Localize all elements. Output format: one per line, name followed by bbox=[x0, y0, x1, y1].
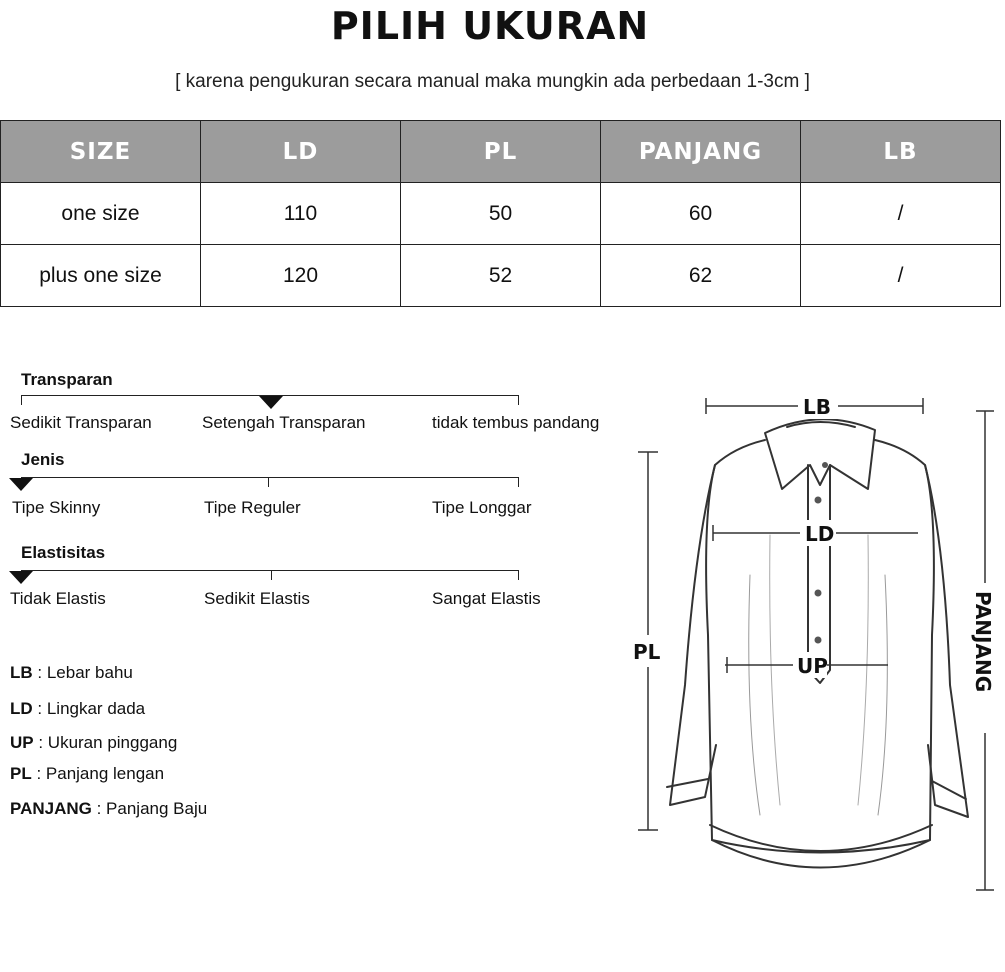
table-header-row bbox=[1, 121, 1001, 183]
scale-line-elastisitas bbox=[21, 570, 519, 571]
diagram-label-pl: PL bbox=[633, 640, 661, 664]
table-cell: plus one size bbox=[1, 245, 201, 307]
scale-option: Setengah Transparan bbox=[202, 413, 366, 432]
scale-label-transparan: Transparan bbox=[21, 370, 113, 389]
legend-item-ld bbox=[10, 699, 145, 719]
table-cell: 52 bbox=[401, 245, 601, 307]
legend-text: : Panjang Baju bbox=[91, 799, 208, 818]
scale-line-jenis bbox=[21, 477, 519, 478]
column-header-lb: LB bbox=[801, 121, 1001, 183]
scale-tick bbox=[21, 395, 22, 405]
table-cell: / bbox=[801, 183, 1001, 245]
measurement-note: [ karena pengukuran secara manual maka mungkin ada perbedaan 1-3cm ] bbox=[175, 71, 810, 92]
column-header-size: SIZE bbox=[1, 121, 201, 183]
legend-text: : Lebar bahu bbox=[32, 663, 133, 682]
legend-abbr: LD bbox=[10, 699, 33, 718]
scale-tick bbox=[271, 570, 272, 580]
scale-option: Tidak Elastis bbox=[10, 589, 106, 608]
legend-abbr: PL bbox=[10, 764, 32, 783]
legend-abbr: PANJANG bbox=[10, 799, 92, 818]
scale-tick bbox=[518, 477, 519, 487]
diagram-label-up: UP bbox=[797, 654, 828, 678]
legend-item-pl bbox=[10, 764, 164, 784]
scale-option: tidak tembus pandang bbox=[432, 413, 600, 432]
scale-label-elastisitas: Elastisitas bbox=[21, 543, 106, 562]
legend-abbr: UP bbox=[10, 733, 34, 752]
legend-item-lb bbox=[10, 663, 133, 683]
legend-text: : Lingkar dada bbox=[32, 699, 146, 718]
column-header-pl: PL bbox=[401, 121, 601, 183]
legend-abbr: LB bbox=[10, 663, 33, 682]
scale-marker-icon bbox=[9, 571, 33, 584]
scale-label-jenis: Jenis bbox=[21, 450, 65, 469]
shirt-buttons-icon bbox=[815, 462, 829, 644]
table-cell: 60 bbox=[601, 183, 801, 245]
column-header-panjang: PANJANG bbox=[601, 121, 801, 183]
table-cell: 62 bbox=[601, 245, 801, 307]
table-row bbox=[1, 183, 1001, 245]
measurement-lines bbox=[638, 398, 994, 890]
scale-option: Tipe Reguler bbox=[204, 498, 301, 517]
scale-marker-icon bbox=[259, 396, 283, 409]
column-header-ld: LD bbox=[201, 121, 401, 183]
diagram-label-ld: LD bbox=[805, 522, 835, 546]
table-cell: / bbox=[801, 245, 1001, 307]
legend-item-up bbox=[10, 733, 177, 753]
table-cell: 110 bbox=[201, 183, 401, 245]
scale-option: Tipe Skinny bbox=[12, 498, 101, 517]
page-title: PILIH UKURAN bbox=[330, 4, 650, 48]
table-cell: one size bbox=[1, 183, 201, 245]
scale-tick bbox=[518, 570, 519, 580]
scale-option: Sangat Elastis bbox=[432, 589, 541, 608]
scale-marker-icon bbox=[9, 478, 33, 491]
legend-item-panjang bbox=[10, 799, 207, 819]
scale-option: Tipe Longgar bbox=[432, 498, 532, 517]
shirt-measurement-diagram bbox=[630, 385, 1000, 905]
scale-tick bbox=[518, 395, 519, 405]
scale-tick bbox=[268, 477, 269, 487]
size-table bbox=[0, 120, 1001, 307]
legend-text: : Ukuran pinggang bbox=[33, 733, 178, 752]
table-cell: 50 bbox=[401, 183, 601, 245]
scale-option: Sedikit Elastis bbox=[204, 589, 310, 608]
diagram-label-panjang: PANJANG bbox=[971, 591, 995, 693]
diagram-label-lb: LB bbox=[803, 395, 831, 419]
table-cell: 120 bbox=[201, 245, 401, 307]
legend-text: : Panjang lengan bbox=[31, 764, 165, 783]
table-row bbox=[1, 245, 1001, 307]
scale-option: Sedikit Transparan bbox=[10, 413, 152, 432]
